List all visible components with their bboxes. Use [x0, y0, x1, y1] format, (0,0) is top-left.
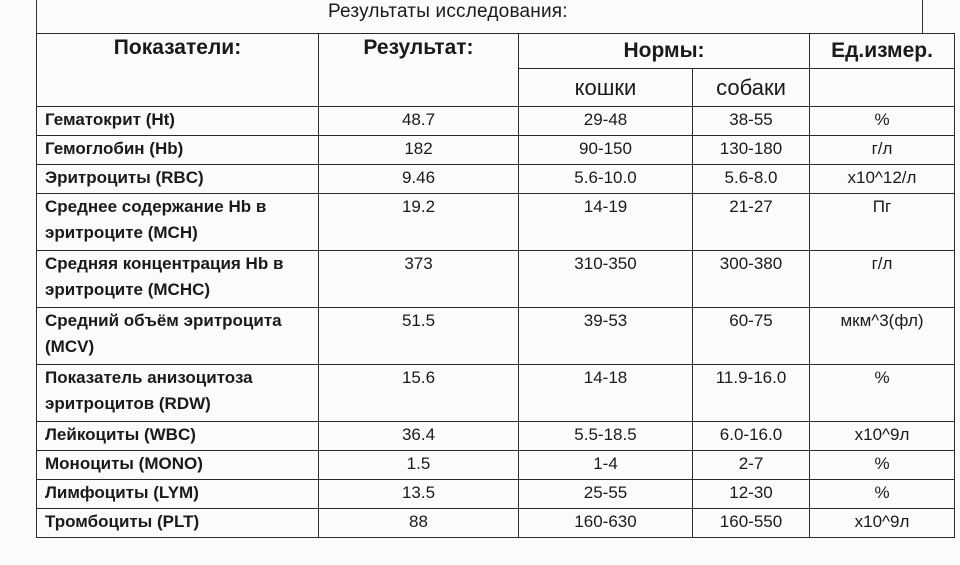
header-result: Результат: [319, 34, 519, 107]
table-row [37, 480, 955, 509]
unit-value: Пг [810, 194, 955, 251]
table-row [37, 136, 955, 165]
norm-dogs: 11.9-16.0 [693, 365, 810, 422]
norm-dogs: 2-7 [693, 451, 810, 480]
header-unit: Ед.измер. [810, 34, 955, 69]
norm-dogs: 38-55 [693, 107, 810, 136]
unit-value: г/л [810, 136, 955, 165]
table-row [37, 308, 955, 365]
indicator-name: Лейкоциты (WBC) [37, 422, 319, 451]
result-value: 51.5 [319, 308, 519, 365]
unit-value: % [810, 365, 955, 422]
table-row [37, 365, 955, 422]
norm-cats: 14-19 [519, 194, 693, 251]
header-dogs: собаки [693, 69, 810, 107]
norm-dogs: 21-27 [693, 194, 810, 251]
norm-dogs: 300-380 [693, 251, 810, 308]
results-table-container [36, 33, 955, 538]
indicator-name: Средний объём эритроцита (MCV) [37, 308, 319, 365]
indicator-name: Эритроциты (RBC) [37, 165, 319, 194]
norm-cats: 25-55 [519, 480, 693, 509]
norm-dogs: 60-75 [693, 308, 810, 365]
norm-cats: 310-350 [519, 251, 693, 308]
norm-cats: 29-48 [519, 107, 693, 136]
unit-value: х10^9л [810, 422, 955, 451]
indicator-name: Моноциты (MONO) [37, 451, 319, 480]
unit-value: х10^9л [810, 509, 955, 538]
unit-value: г/л [810, 251, 955, 308]
norm-cats: 5.6-10.0 [519, 165, 693, 194]
result-value: 373 [319, 251, 519, 308]
norm-cats: 14-18 [519, 365, 693, 422]
norm-dogs: 160-550 [693, 509, 810, 538]
norm-dogs: 12-30 [693, 480, 810, 509]
table-row [37, 194, 955, 251]
unit-value: % [810, 480, 955, 509]
indicator-name: Гематокрит (Ht) [37, 107, 319, 136]
result-value: 13.5 [319, 480, 519, 509]
unit-value: мкм^3(фл) [810, 308, 955, 365]
unit-value: х10^12/л [810, 165, 955, 194]
norm-dogs: 130-180 [693, 136, 810, 165]
indicator-name: Лимфоциты (LYM) [37, 480, 319, 509]
norm-cats: 5.5-18.5 [519, 422, 693, 451]
norm-cats: 90-150 [519, 136, 693, 165]
result-value: 48.7 [319, 107, 519, 136]
indicator-name: Гемоглобин (Hb) [37, 136, 319, 165]
norm-cats: 39-53 [519, 308, 693, 365]
document-title: Результаты исследования: [328, 1, 568, 22]
header-row [37, 34, 955, 69]
result-value: 182 [319, 136, 519, 165]
norm-cats: 1-4 [519, 451, 693, 480]
header-cats: кошки [519, 69, 693, 107]
norm-dogs: 6.0-16.0 [693, 422, 810, 451]
norm-cats: 160-630 [519, 509, 693, 538]
unit-value: % [810, 451, 955, 480]
header-indicator: Показатели: [37, 34, 319, 107]
table-row [37, 509, 955, 538]
indicator-name: Среднее содержание Hb в эритроците (MCH) [37, 194, 319, 251]
result-value: 1.5 [319, 451, 519, 480]
indicator-name: Показатель анизоцитоза эритроцитов (RDW) [37, 365, 319, 422]
table-row [37, 251, 955, 308]
norm-dogs: 5.6-8.0 [693, 165, 810, 194]
result-value: 15.6 [319, 365, 519, 422]
result-value: 9.46 [319, 165, 519, 194]
results-table [36, 33, 955, 538]
right-border-line [922, 0, 923, 34]
table-row [37, 107, 955, 136]
result-value: 19.2 [319, 194, 519, 251]
result-value: 88 [319, 509, 519, 538]
indicator-name: Тромбоциты (PLT) [37, 509, 319, 538]
table-row [37, 422, 955, 451]
result-value: 36.4 [319, 422, 519, 451]
table-row [37, 451, 955, 480]
indicator-name: Средняя концентрация Hb в эритроците (MCHC) [37, 251, 319, 308]
header-norms: Нормы: [519, 34, 810, 69]
unit-value: % [810, 107, 955, 136]
header-unit-empty [810, 69, 955, 107]
table-row [37, 165, 955, 194]
